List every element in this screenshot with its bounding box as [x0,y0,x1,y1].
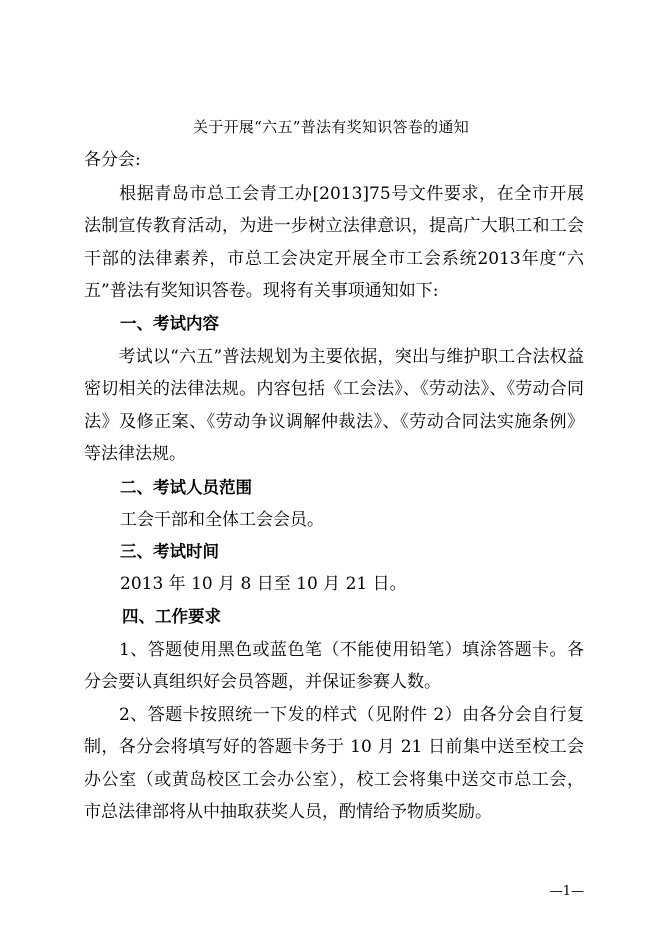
page-number: —1— [549,884,584,899]
section-heading-content: 一、考试内容 [120,314,219,333]
requirement-item-2: 2、答题卡按照统一下发的样式（见附件 2）由各分会自行复制，各分会将填写好的答题卡务于 10 月 21 日前集中送至校工会办公室（或黄岛校区工会办公室），校工会将集中送交市总工会，市总法律部将从中抽取获奖人员，酌情给予物质奖励。 [84,705,584,822]
section-heading-requirements: 四、工作要求 [122,607,221,626]
section-heading-scope: 二、考试人员范围 [120,478,252,497]
requirement-item-1: 1、答题使用黑色或蓝色笔（不能使用铅笔）填涂答题卡。各分会要认真组织好会员答题，并保证参赛人数。 [84,640,584,693]
intro-paragraph: 根据青岛市总工会青工办[2013]75号文件要求，在全市开展法制宣传教育活动，为进一步树立法律意识，提高广大职工和工会干部的法律素养，市总工会决定开展全市工会系统2013年度“六五”普法有奖知识答卷。现将有关事项通知如下: [84,184,584,301]
section-content-body: 考试以“六五”普法规划为主要依据，突出与维护职工合法权益密切相关的法律法规。内容包括《工会法》、《劳动法》、《劳动合同法》及修正案、《劳动争议调解仲裁法》、《劳动合同法实施条例》等法律法规。 [84,347,584,464]
section-time-body: 2013 年 10 月 8 日至 10 月 21 日。 [120,574,407,594]
section-heading-time: 三、考试时间 [120,542,219,561]
document-title: 关于开展“六五”普法有奖知识答卷的通知 [192,118,470,136]
section-scope-body: 工会干部和全体工会会员。 [120,510,324,530]
salutation: 各分会: [84,150,141,170]
